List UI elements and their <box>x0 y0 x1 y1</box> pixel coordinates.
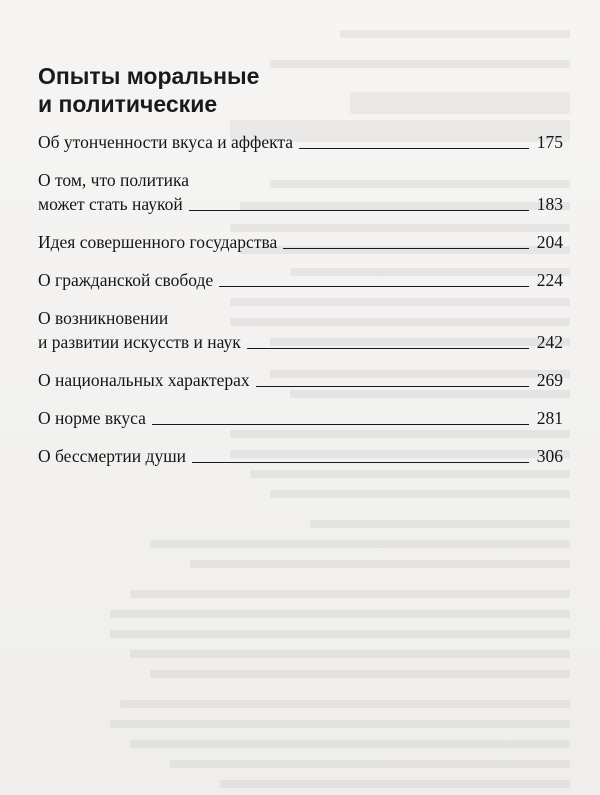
section-heading <box>38 62 259 118</box>
toc-leader-line <box>299 148 529 149</box>
toc-leader-line <box>192 462 529 463</box>
section-heading-line-2: и политические <box>38 91 218 117</box>
toc-page-number: 269 <box>536 370 563 390</box>
toc-entry <box>38 168 563 216</box>
toc-entry-title: О гражданской свободе <box>38 270 214 290</box>
toc-entry-title-continued: и развитии искусств и наук <box>38 332 241 352</box>
toc-entry <box>38 368 563 392</box>
toc-leader-line <box>283 248 528 249</box>
toc-entry <box>38 444 563 468</box>
toc-entry-title: О бессмертии души <box>38 446 187 466</box>
toc-leader-line <box>247 348 529 349</box>
toc-entry <box>38 230 563 254</box>
toc-page-number: 281 <box>536 408 563 428</box>
table-of-contents <box>38 130 563 482</box>
toc-leader-line <box>256 386 529 387</box>
toc-page-number: 204 <box>536 232 563 252</box>
toc-page-number: 224 <box>536 270 563 290</box>
toc-leader-line <box>152 424 529 425</box>
toc-entry <box>38 406 563 430</box>
toc-entry-title: О возникновении <box>38 308 169 328</box>
toc-leader-line <box>219 286 529 287</box>
toc-page-number: 242 <box>536 332 563 352</box>
toc-page-number: 175 <box>536 132 563 152</box>
toc-entry-title: О том, что политика <box>38 170 190 190</box>
toc-page-number: 306 <box>536 446 563 466</box>
toc-entry-title: Об утонченности вкуса и аффекта <box>38 132 293 152</box>
toc-entry <box>38 130 563 154</box>
toc-entry <box>38 306 563 354</box>
toc-entry-title-continued: может стать наукой <box>38 194 183 214</box>
toc-entry <box>38 268 563 292</box>
toc-page-number: 183 <box>536 194 563 214</box>
toc-entry-title: Идея совершенного государства <box>38 232 278 252</box>
toc-entry-title: О национальных характерах <box>38 370 250 390</box>
toc-leader-line <box>189 210 529 211</box>
section-heading-line-1: Опыты моральные <box>38 63 260 89</box>
toc-entry-title: О норме вкуса <box>38 408 146 428</box>
